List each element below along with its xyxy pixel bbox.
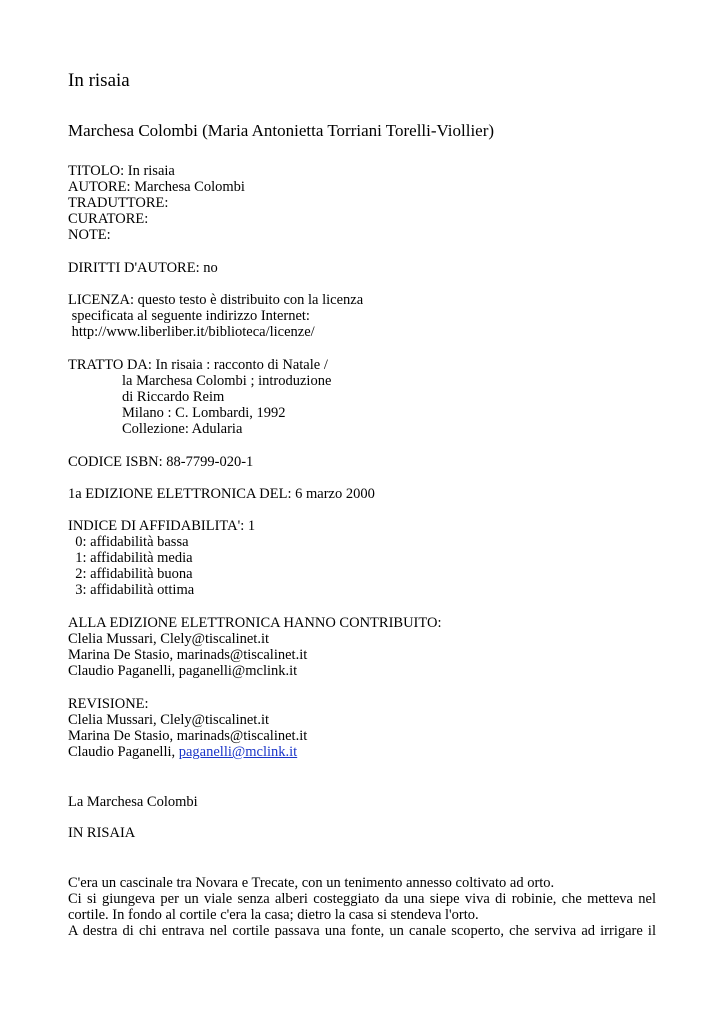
author-heading: Marchesa Colombi (Maria Antonietta Torriani Torelli-Viollier)	[68, 121, 495, 140]
meta-reviser-last	[68, 744, 297, 760]
body-paragraph-line: C'era un cascinale tra Novara e Trecate, con un tenimento annesso coltivato ad orto.	[68, 875, 555, 891]
meta-contributor: Marina De Stasio, marinads@tiscalinet.it	[68, 647, 308, 663]
meta-edizione: 1a EDIZIONE ELETTRONICA DEL: 6 marzo 2000	[68, 486, 375, 502]
meta-tratto-da-line: Collezione: Adularia	[122, 421, 243, 437]
meta-curatore: CURATORE:	[68, 211, 149, 227]
body-paragraph-line: Ci si giungeva per un viale senza alberi costeggiato da una siepe viva di robinie, che metteva nel	[68, 891, 656, 907]
meta-reviser: Clelia Mussari, Clely@tiscalinet.it	[68, 712, 270, 728]
meta-indice-item: 0: affidabilità bassa	[68, 534, 189, 550]
meta-tratto-da: TRATTO DA: In risaia : racconto di Natale /	[68, 357, 328, 373]
meta-indice-heading: INDICE DI AFFIDABILITA': 1	[68, 518, 256, 534]
meta-traduttore: TRADUTTORE:	[68, 195, 169, 211]
meta-licenza-line: LICENZA: questo testo è distribuito con la licenza	[68, 292, 364, 308]
meta-contributi-heading: ALLA EDIZIONE ELETTRONICA HANNO CONTRIBUITO:	[68, 615, 442, 631]
meta-indice-item: 3: affidabilità ottima	[68, 582, 195, 598]
document-title: In risaia	[68, 70, 130, 91]
body-paragraph-line: cortile. In fondo al cortile c'era la casa; dietro la casa si stendeva l'orto.	[68, 907, 479, 923]
meta-indice-item: 2: affidabilità buona	[68, 566, 193, 582]
meta-tratto-da-line: Milano : C. Lombardi, 1992	[122, 405, 286, 421]
meta-tratto-da-line: di Riccardo Reim	[122, 389, 225, 405]
meta-indice-item: 1: affidabilità media	[68, 550, 193, 566]
meta-note: NOTE:	[68, 227, 111, 243]
meta-autore: AUTORE: Marchesa Colombi	[68, 179, 245, 195]
meta-licenza-line: specificata al seguente indirizzo Internet:	[68, 308, 310, 324]
meta-revisione-heading: REVISIONE:	[68, 696, 149, 712]
meta-titolo: TITOLO: In risaia	[68, 163, 175, 179]
reviser-email-link[interactable]: paganelli@mclink.it	[178, 744, 298, 760]
byline: La Marchesa Colombi	[68, 794, 198, 810]
reviser-name: Claudio Paganelli,	[68, 744, 179, 760]
section-title: IN RISAIA	[68, 825, 136, 841]
meta-reviser: Marina De Stasio, marinads@tiscalinet.it	[68, 728, 308, 744]
body-paragraph-line: A destra di chi entrava nel cortile passava una fonte, un canale scoperto, che serviva ad irrigare il	[68, 923, 656, 939]
meta-isbn: CODICE ISBN: 88-7799-020-1	[68, 454, 254, 470]
meta-diritti: DIRITTI D'AUTORE: no	[68, 260, 218, 276]
meta-contributor: Clelia Mussari, Clely@tiscalinet.it	[68, 631, 270, 647]
meta-contributor: Claudio Paganelli, paganelli@mclink.it	[68, 663, 298, 679]
meta-licenza-url: http://www.liberliber.it/biblioteca/licenze/	[68, 324, 315, 340]
meta-tratto-da-line: la Marchesa Colombi ; introduzione	[122, 373, 332, 389]
